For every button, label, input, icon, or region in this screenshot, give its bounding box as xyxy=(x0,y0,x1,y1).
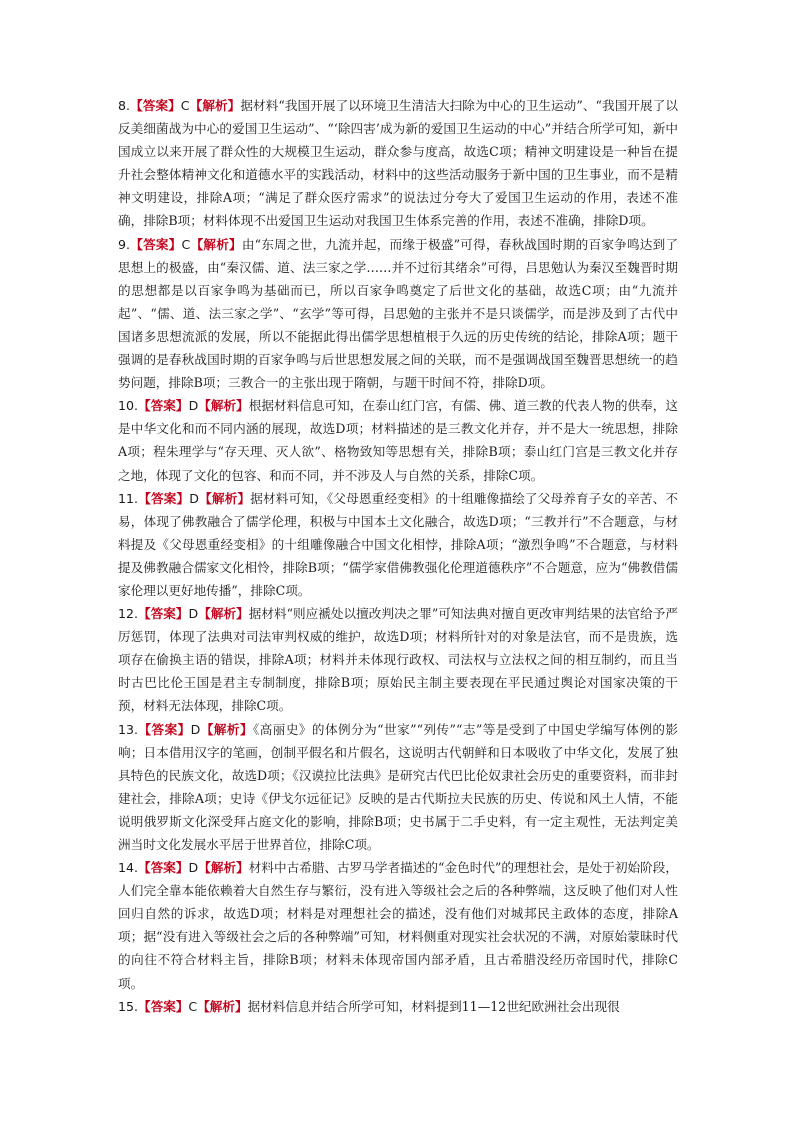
answer-entry xyxy=(118,602,678,717)
analysis-text: 由“东周之世，九流并起，而缘于极盛”可得，春秋战国时期的百家争鸣达到了思想上的极盛，由“秦汉儒、道、法三家之学……并不过衍其绪余”可得，吕思勉认为秦汉至魏晋时期的思想都是以百家争鸣为基础而已，所以百家争鸣奠定了后世文化的基础，故选C项；由“九流并起”、“儒、道、法三家之学”、“玄学”等可得，吕思勉的主张并不是只谈儒学，而是涉及到了古代中国诸多思想流派的发展，所以不能据此得出儒学思想植根于久远的历史传统的结论，排除A项；题干强调的是春秋战国时期的百家争鸣与后世思想发展之间的关联，而不是强调战国至魏晋思想统一的趋势问题，排除B项；三教合一的主张出现于隋朝，与题干时间不符，排除D项。 xyxy=(118,236,679,391)
answer-letter: D xyxy=(188,398,199,414)
answer-entry xyxy=(118,718,678,857)
analysis-tag: 【解析】 xyxy=(198,860,249,876)
analysis-text: 材料中古希腊、古罗马学者描述的“金色时代”的理想社会，是处于初始阶段，人们完全靠本能依赖着大自然生存与繁衍，没有进入等级社会之后的各种弊端，这反映了他们对人性回归自然的诉求，故选D项；材料是对理想社会的描述，没有他们对城邦民主政体的态度，排除A项；据“没有进入等级社会之后的各种弊端”可知，材料侧重对现实社会状况的不满，对原始蒙昧时代的向往不符合材料主旨，排除B项；材料未体现帝国内部矛盾，且古希腊没经历帝国时代，排除C项。 xyxy=(118,860,679,991)
answer-letter: D xyxy=(188,860,199,876)
question-number: 9. xyxy=(118,236,131,252)
analysis-text: 根据材料信息可知，在泰山红门宫，有儒、佛、道三教的代表人物的供奉，这是中华文化和而不同内涵的展现，故选D项；材料描述的是三教文化并存，并不是大一统思想，排除A项；程朱理学与“存天理、灭人欲”、格物致知等思想有关，排除B项；泰山红门宫是三教文化并存之地，体现了文化的包容、和而不同，并不涉及人与自然的关系，排除C项。 xyxy=(118,398,679,483)
analysis-tag: 【解析】 xyxy=(200,721,254,737)
answer-entry xyxy=(118,995,678,1018)
analysis-text: 据材料“我国开展了以环境卫生清洁大扫除为中心的卫生运动”、“我国开展了以反美细菌战为中心的爱国卫生运动”、“‘除四害’成为新的爱国卫生运动的中心”并结合所学可知，新中国成立以来开展了群众性的大规模卫生运动，群众参与度高，故选C项；精神文明建设是一种旨在提升社会整体精神文化和道德水平的实践活动，材料中的这些活动服务于新中国的卫生事业，而不是精神文明建设，排除A项；“满足了群众医疗需求”的说法过分夸大了爱国卫生运动的作用，表述不准确，排除B项；材料体现不出爱国卫生运动对我国卫生体系完善的作用，表述不准确，排除D项。 xyxy=(118,98,678,229)
analysis-text: 据材料可知，《父母恩重经变相》的十组雕像描绘了父母养育子女的辛苦、不易，体现了佛教融合了儒学伦理，积极与中国本土文化融合，故选D项；“三教并行”不合题意，与材料提及《父母恩重经变相》的十组雕像融合中国文化相悖，排除A项；“激烈争鸣”不合题意，与材料提及佛教融合儒家文化相怜，排除B项；“儒学家借佛教强化伦理道德秩序”不合题意，应为“佛教借儒家伦理以更好地传播”，排除C项。 xyxy=(118,490,679,598)
analysis-text: 据材料信息并结合所学可知，材料提到11—12世纪欧洲社会出现很 xyxy=(247,998,620,1014)
answer-tag: 【答案】 xyxy=(138,490,190,506)
answer-letter: C xyxy=(181,236,191,252)
analysis-tag: 【解析】 xyxy=(197,998,248,1014)
analysis-tag: 【解析】 xyxy=(198,606,249,622)
question-number: 12. xyxy=(118,606,139,622)
question-number: 11. xyxy=(118,490,139,506)
answer-entry xyxy=(118,487,678,602)
analysis-tag: 【解析】 xyxy=(198,398,249,414)
question-number: 13. xyxy=(118,721,139,737)
analysis-tag: 【解析】 xyxy=(190,236,242,252)
answer-letter: D xyxy=(190,721,201,737)
answer-entry xyxy=(118,94,678,233)
question-number: 10. xyxy=(118,398,139,414)
answer-tag: 【答案】 xyxy=(138,606,189,622)
answer-letter: D xyxy=(189,490,199,506)
answer-tag: 【答案】 xyxy=(130,98,181,113)
answer-entry xyxy=(118,394,678,486)
analysis-tag: 【解析】 xyxy=(189,98,241,113)
answer-entry xyxy=(118,233,678,395)
analysis-text: 据材料“则应褫处以擅改判决之罪”可知法典对擅自更改审判结果的法官给予严厉惩罚，体现了法典对司法审判权威的维护，故选D项；材料所针对的对象是法官，而不是贵族，选项存在偷换主语的错误，排除A项；材料并未体现行政权、司法权与立法权之间的相互制约，而且当时古巴比伦王国是君主专制制度，排除B项；原始民主制主要表现在平民通过舆论对国家决策的干预，材料无法体现，排除C项。 xyxy=(118,606,679,714)
question-number: 15. xyxy=(118,998,139,1014)
answer-letter: D xyxy=(188,606,199,622)
analysis-tag: 【解析】 xyxy=(199,490,251,506)
question-number: 14. xyxy=(118,860,139,876)
answer-tag: 【答案】 xyxy=(130,236,182,252)
answer-letter: C xyxy=(180,98,190,113)
answer-tag: 【答案】 xyxy=(138,721,191,737)
answer-tag: 【答案】 xyxy=(138,998,189,1014)
answer-tag: 【答案】 xyxy=(138,860,189,876)
answer-analysis-document xyxy=(118,94,678,1018)
answer-tag: 【答案】 xyxy=(138,398,189,414)
question-number: 8. xyxy=(118,98,131,113)
analysis-text: 《高丽史》的体例分为“世家”“列传”“志”等是受到了中国史学编写体例的影响；日本借用汉字的笔画，创制平假名和片假名，这说明古代朝鲜和日本吸收了中华文化，发展了独具特色的民族文化，故选D项；《汉谟拉比法典》是研究古代巴比伦奴隶社会历史的重要资料，而非封建社会，排除A项；史诗《伊戈尔远征记》反映的是古代斯拉夫民族的历史、传说和风土人情，不能说明俄罗斯文化深受拜占庭文化的影响，排除B项；史书属于二手史料，有一定主观性，无法判定美洲当时文化发展水平居于世界首位，排除C项。 xyxy=(118,721,679,852)
answer-entry xyxy=(118,856,678,995)
answer-letter: C xyxy=(188,998,198,1014)
